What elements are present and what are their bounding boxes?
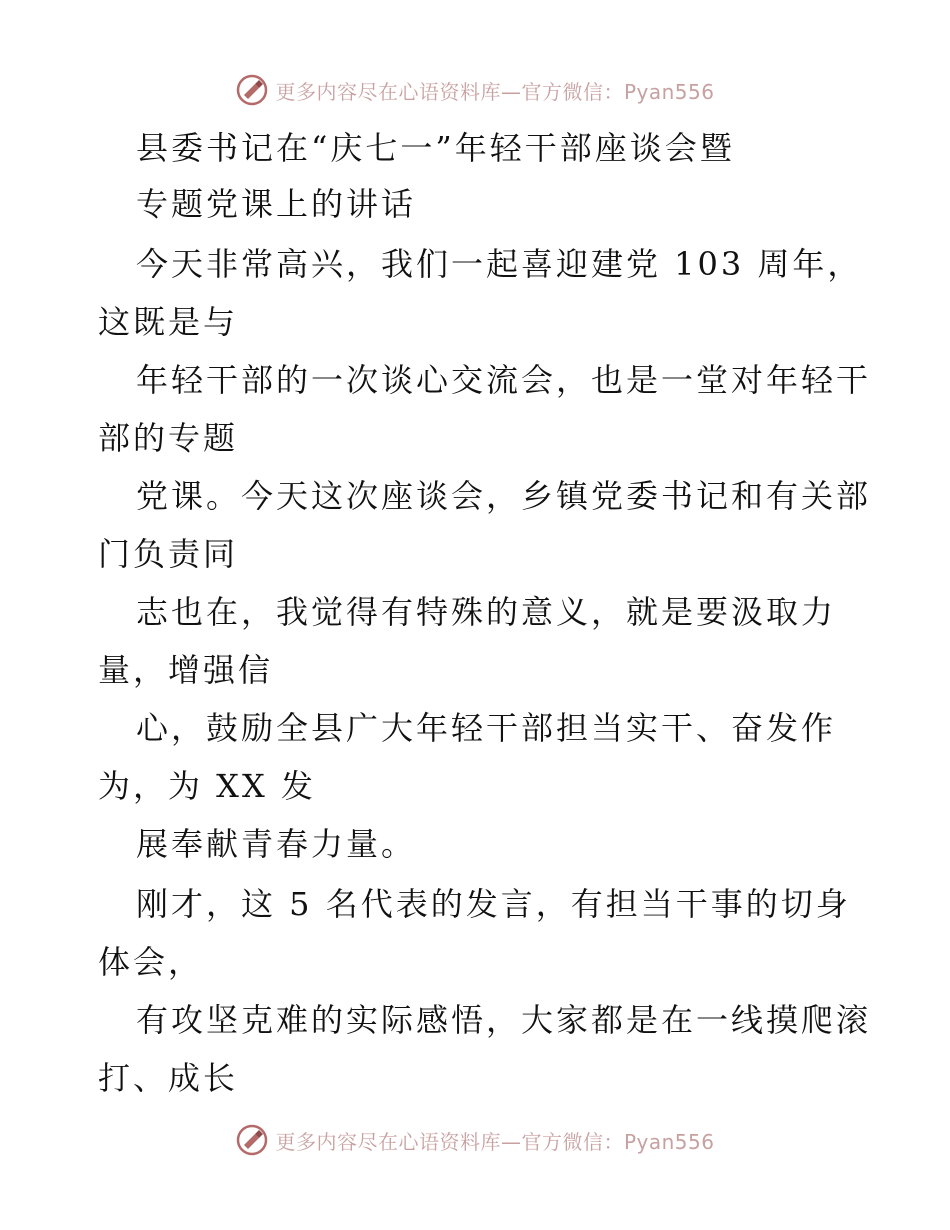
body-line: 展奉献青春力量。 [136,825,417,863]
body-line: 体会， [98,943,204,981]
watermark-text: 更多内容尽在心语资料库—官方微信：Pyan556 [275,1129,715,1154]
body-line: 量，增强信 [98,651,274,689]
body-line: 有攻坚克难的实际感悟，大家都是在一线摸爬滚 [136,1001,872,1039]
body-line: 党课。今天这次座谈会，乡镇党委书记和有关部 [136,477,872,515]
body-line: 刚才，这 5 名代表的发言，有担当干事的切身 [136,885,851,923]
body-line: 心，鼓励全县广大年轻干部担当实干、奋发作 [136,709,837,747]
header-watermark [0,70,950,110]
title-line-1: 县委书记在“庆七一”年轻干部座谈会暨 [136,129,735,167]
watermark-logo-icon [235,1123,269,1157]
body-line: 为，为 XX 发 [98,767,316,805]
footer-watermark [0,1120,950,1160]
body-line: 今天非常高兴，我们一起喜迎建党 103 周年， [136,245,863,283]
body-line: 部的专题 [98,419,239,457]
watermark-text: 更多内容尽在心语资料库—官方微信：Pyan556 [275,79,715,104]
body-line: 这既是与 [98,303,239,341]
title-line-2: 专题党课上的讲话 [136,185,417,223]
body-line: 门负责同 [98,535,239,573]
body-line: 志也在，我觉得有特殊的意义，就是要汲取力 [136,593,837,631]
body-line: 打、成长 [98,1059,239,1097]
watermark-logo-icon [235,73,269,107]
body-line: 年轻干部的一次谈心交流会，也是一堂对年轻干 [136,361,872,399]
